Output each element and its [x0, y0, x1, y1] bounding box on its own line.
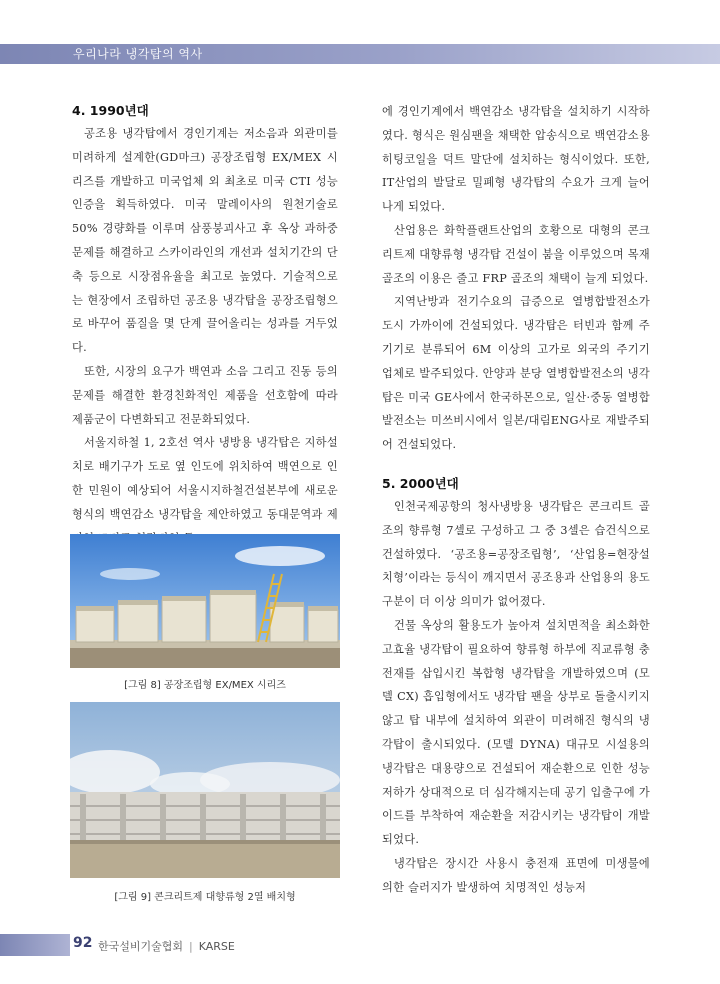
figure-8-photo [70, 534, 340, 668]
publisher-abbr: KARSE [198, 940, 235, 953]
footer-publisher: 한국설비기술협회 | KARSE [98, 940, 235, 953]
figure-9-photo [70, 702, 340, 878]
right-column [382, 100, 650, 900]
section-heading-1990s: 4. 1990년대 [72, 103, 149, 118]
left-column [72, 100, 338, 550]
section-heading-2000s: 5. 2000년대 [382, 475, 459, 491]
paragraph: 에 경인기계에서 백연감소 냉각탑을 설치하기 시작하였다. 형식은 원심팬을 채택한 압송식으로 백연감소용 히팅코일을 덕트 말단에 설치하는 형식이었다. 또한, IT산업의 발달로 밀폐형 냉각탑의 수요가 크게 늘어나게 되었다. [382, 105, 650, 214]
paragraph: 냉각탑은 장시간 사용시 충전재 표면에 미생물에 의한 슬러지가 발생하여 치명적인 성능저 [382, 856, 650, 894]
paragraph: 공조용 냉각탑에서 경인기계는 저소음과 외관미를 미려하게 설계한(GD마크) 공장조립형 EX/MEX 시리즈를 개발하고 미국업체 외 최초로 미국 CTI 성능인증을 획득하였다. 미국 말레이사의 원천기술로 50% 경량화를 이루며 삼풍붕괴사고 후 옥상 과하중 문제를 해결하고 스카이라인의 개선과 설치기간의 단축 등으로 시장점유율을 최고로 높였다. 기술적으로는 현장에서 조립하던 공조용 냉각탑을 공장조립형으로 바꾸어 품질을 몇 단계 끌어올리는 성과를 거두었다. [72, 127, 338, 355]
footer-band [0, 934, 70, 956]
paragraph: 산업용은 화학플랜트산업의 호황으로 대형의 콘크리트제 대향류형 냉각탑 건설이 붐을 이루었으며 목재 골조의 이용은 줄고 FRP 골조의 채택이 늘게 되었다. [382, 223, 650, 285]
paragraph: 인천국제공항의 청사냉방용 냉각탑은 콘크리트 골조의 향류형 7셀로 구성하고 그 중 3셀은 습건식으로 건설하였다. ‘공조용=공장조립형’, ‘산업용=현장설치형’이라는 등식이 깨지면서 공조용과 산업용의 용도 구분이 더 이상 의미가 없어졌다. [382, 499, 650, 609]
running-header-title: 우리나라 냉각탑의 역사 [73, 47, 203, 61]
figure-8-caption: [그림 8] 공장조립형 EX/MEX 시리즈 [124, 680, 286, 691]
paragraph: 건물 옥상의 활용도가 높아져 설치면적을 최소화한 고효율 냉각탑이 필요하여 향류형 하부에 직교류형 충전재를 삽입시킨 복합형 냉각탑을 개발하였으며 (모델 CX) 흡입형에서도 냉각탑 팬을 상부로 돌출시키지 않고 탑 내부에 설치하여 외관이 미려해진 형식의 냉각탑이 출시되었다. (모델 DYNA) 대규모 시설용의 냉각탑은 대용량으로 건설되어 재순환으로 인한 성능저하가 상대적으로 더 심각해지는데 공기 입출구에 가이드를 부착하여 재순환을 저감시키는 냉각탑이 개발되었다. [382, 618, 650, 847]
page-footer [0, 934, 720, 956]
publisher-name: 한국설비기술협회 [98, 940, 184, 953]
page-number: 92 [73, 935, 93, 951]
paragraph: 또한, 시장의 요구가 백연과 소음 그리고 진동 등의 문제를 해결한 환경친화적인 제품을 선호함에 따라 제품군이 다변화되고 전문화되었다. [72, 364, 338, 426]
paragraph: 서울지하철 1, 2호선 역사 냉방용 냉각탑은 지하설치로 배기구가 도로 옆 인도에 위치하여 백연으로 인한 민원이 예상되어 서울시지하철건설본부에 새로운 형식의 백연감소 냉각탑을 제안하였고 동대문역과 제 [72, 436, 338, 521]
paragraph: 지역난방과 전기수요의 급증으로 열병합발전소가 도시 가까이에 건설되었다. 냉각탑은 터빈과 함께 주기기로 분류되어 6M 이상의 고가로 외국의 주기기 업체로 발주되었다. 안양과 분당 열병합발전소의 냉각탑은 미국 GE사에서 한국하몬으로, 일산·중동 열병합발전소는 미쓰비시에서 일본/대림ENG사로 재발주되어 건설되었다. [382, 295, 650, 452]
figure-9-caption: [그림 9] 콘크리트제 대향류형 2열 배치형 [114, 892, 296, 903]
running-header-band [0, 44, 720, 64]
